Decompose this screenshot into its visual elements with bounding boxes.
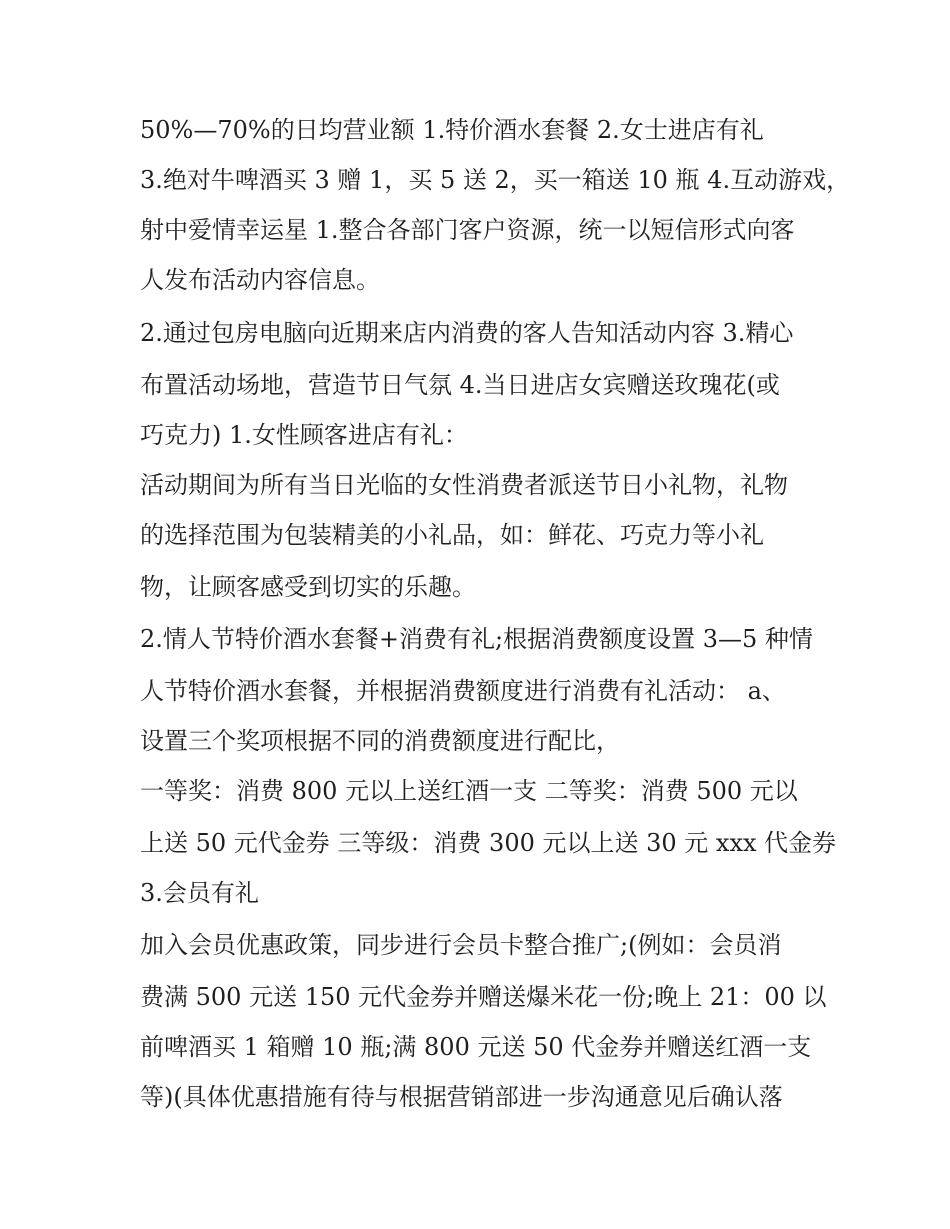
- text-line: 物，让顾客感受到切实的乐趣。: [140, 573, 476, 601]
- text-line: 人发布活动内容信息。: [140, 266, 380, 294]
- text-line: 3.绝对牛啤酒买 3 赠 1，买 5 送 2，买一箱送 10 瓶 4.互动游戏，: [140, 166, 851, 194]
- text-line: 费满 500 元送 150 元代金券并赠送爆米花一份;晚上 21：00 以: [140, 983, 827, 1011]
- text-line: 一等奖：消费 800 元以上送红酒一支 二等奖：消费 500 元以: [140, 777, 798, 805]
- text-line: 活动期间为所有当日光临的女性消费者派送节日小礼物，礼物: [140, 471, 788, 499]
- text-line: 巧克力) 1.女性顾客进店有礼：: [140, 421, 468, 449]
- text-line: 等)(具体优惠措施有待与根据营销部进一步沟通意见后确认落: [140, 1083, 783, 1111]
- text-line: 人节特价酒水套餐，并根据消费额度进行消费有礼活动： a、: [140, 677, 786, 705]
- text-line: 的选择范围为包装精美的小礼品，如：鲜花、巧克力等小礼: [140, 521, 764, 549]
- text-line: 50%—70%的日均营业额 1.特价酒水套餐 2.女士进店有礼: [140, 116, 764, 144]
- text-line: 设置三个奖项根据不同的消费额度进行配比，: [140, 727, 620, 755]
- text-line: 射中爱情幸运星 1.整合各部门客户资源，统一以短信形式向客: [140, 216, 795, 244]
- text-line: 加入会员优惠政策，同步进行会员卡整合推广;(例如：会员消: [140, 931, 782, 959]
- text-line: 前啤酒买 1 箱赠 10 瓶;满 800 元送 50 代金券并赠送红酒一支: [140, 1033, 812, 1061]
- text-line: 3.会员有礼: [140, 879, 259, 907]
- text-line: 2.情人节特价酒水套餐+消费有礼;根据消费额度设置 3—5 种情: [140, 625, 813, 653]
- text-line: 上送 50 元代金券 三等级：消费 300 元以上送 30 元 xxx 代金券: [140, 829, 837, 857]
- text-line: 布置活动场地，营造节日气氛 4.当日进店女宾赠送玫瑰花(或: [140, 371, 780, 399]
- text-line: 2.通过包房电脑向近期来店内消费的客人告知活动内容 3.精心: [140, 319, 794, 347]
